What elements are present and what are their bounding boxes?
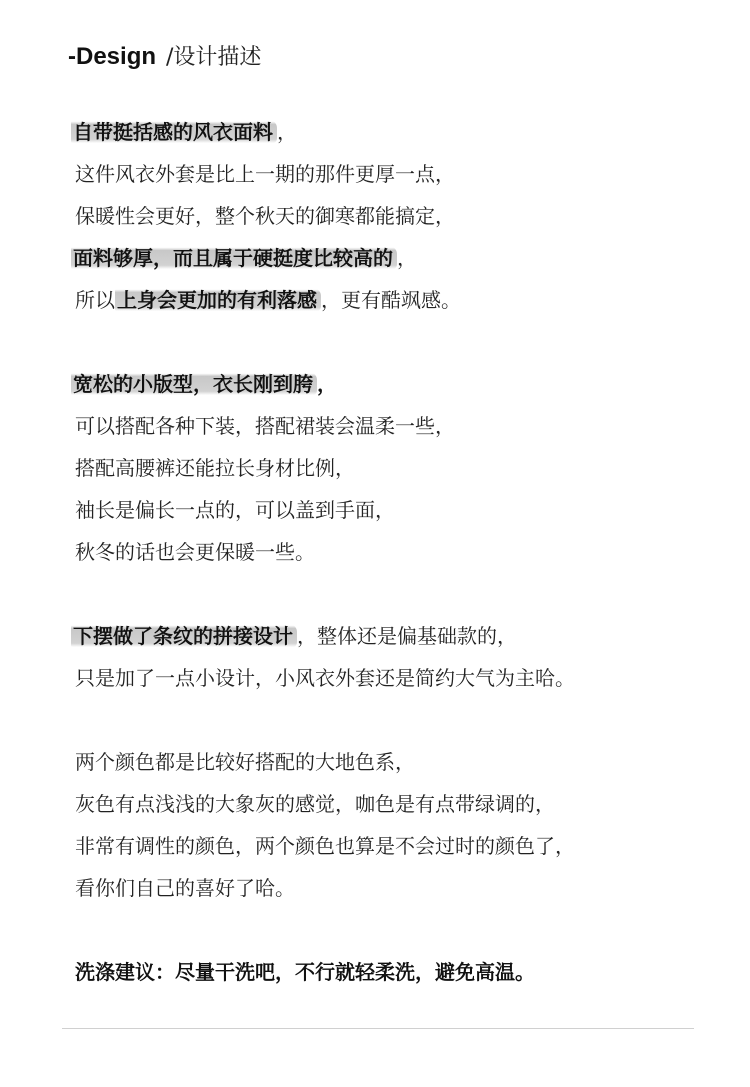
punctuation: ， xyxy=(397,246,417,270)
text-line: 保暖性会更好，整个秋天的御寒都能搞定， xyxy=(75,204,455,228)
design-label: -Design xyxy=(68,43,157,70)
fabric-highlight: 自带挺括感的风衣面料 xyxy=(71,120,277,144)
text-line: 只是加了一点小设计，小风衣外套还是简约大气为主哈。 xyxy=(75,666,575,690)
hem-heading-line xyxy=(75,621,517,651)
text-line: 袖长是偏长一点的，可以盖到手面， xyxy=(75,498,395,522)
text-line: 非常有调性的颜色，两个颜色也算是不会过时的颜色了， xyxy=(75,834,575,858)
fit-heading-line xyxy=(75,369,337,399)
fabric-thickness-line xyxy=(75,243,417,273)
care-instructions: 洗涤建议：尽量干洗吧，不行就轻柔洗，避免高温。 xyxy=(75,960,535,984)
punctuation: ， xyxy=(317,372,337,396)
punctuation: ， xyxy=(277,120,297,144)
text-line: 可以搭配各种下装，搭配裙装会温柔一些， xyxy=(75,414,455,438)
text-line: 这件风衣外套是比上一期的那件更厚一点， xyxy=(75,162,455,186)
text-line: 搭配高腰裤还能拉长身材比例， xyxy=(75,456,355,480)
section-header xyxy=(68,40,261,74)
silhouette-line xyxy=(75,285,461,315)
fabric-heading-line xyxy=(75,117,297,147)
text-fragment: ，整体还是偏基础款的， xyxy=(297,624,517,648)
text-line: 灰色有点浅浅的大象灰的感觉，咖色是有点带绿调的， xyxy=(75,792,555,816)
crisp-highlight: 上身会更加的有利落感 xyxy=(115,288,321,312)
hem-highlight: 下摆做了条纹的拼接设计 xyxy=(71,624,297,648)
design-description-title: /设计描述 xyxy=(166,45,262,70)
text-line: 秋冬的话也会更保暖一些。 xyxy=(75,540,315,564)
text-fragment: ，更有酷飒感。 xyxy=(321,288,461,312)
bottom-divider xyxy=(62,1028,694,1029)
text-line: 两个颜色都是比较好搭配的大地色系， xyxy=(75,750,415,774)
fit-highlight: 宽松的小版型，衣长刚到胯 xyxy=(71,372,317,396)
thickness-highlight: 面料够厚，而且属于硬挺度比较高的 xyxy=(71,246,397,270)
text-fragment: 所以 xyxy=(75,288,115,312)
text-line: 看你们自己的喜好了哈。 xyxy=(75,876,295,900)
